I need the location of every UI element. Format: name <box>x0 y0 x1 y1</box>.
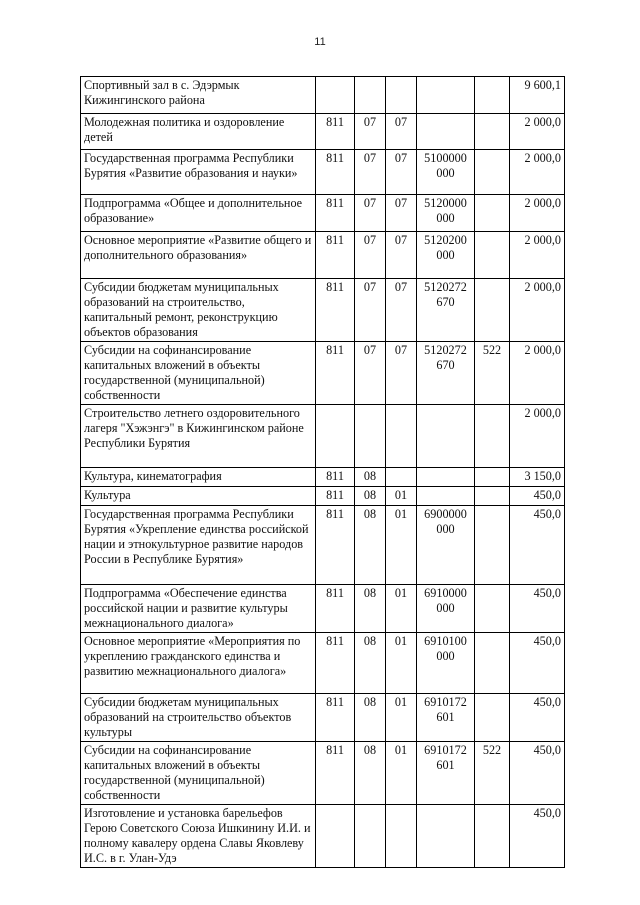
cell-sum: 450,0 <box>510 633 565 694</box>
cell-name: Основное мероприятие «Мероприятия по укреплению гражданского единства и развитию межнационального диалога» <box>81 633 316 694</box>
cell-vr <box>475 585 510 633</box>
cell-rz: 07 <box>355 279 386 342</box>
cell-pr: 07 <box>386 195 417 232</box>
cell-sum: 2 000,0 <box>510 195 565 232</box>
table-row <box>81 633 565 694</box>
cell-name: Культура <box>81 487 316 506</box>
table-row <box>81 195 565 232</box>
cell-rz: 08 <box>355 506 386 585</box>
page-number: 11 <box>314 36 326 48</box>
cell-csr <box>417 405 475 468</box>
cell-vr <box>475 633 510 694</box>
cell-vr <box>475 487 510 506</box>
cell-gr: 811 <box>316 342 355 405</box>
cell-name: Молодежная политика и оздоровление детей <box>81 114 316 150</box>
cell-name: Государственная программа Республики Бурятия «Развитие образования и науки» <box>81 150 316 195</box>
cell-rz: 07 <box>355 114 386 150</box>
cell-sum: 2 000,0 <box>510 232 565 279</box>
cell-vr <box>475 114 510 150</box>
cell-name: Изготовление и установка барельефов Герою Советского Союза Ишкинину И.И. и полному кавалеру ордена Славы Яковлеву И.С. в г. Улан-Удэ <box>81 805 316 868</box>
cell-gr <box>316 77 355 114</box>
table-row <box>81 114 565 150</box>
cell-sum: 450,0 <box>510 805 565 868</box>
table-row <box>81 694 565 742</box>
table-row <box>81 742 565 805</box>
cell-csr <box>417 77 475 114</box>
cell-rz: 08 <box>355 742 386 805</box>
cell-csr: 5120272 670 <box>417 279 475 342</box>
table-row <box>81 150 565 195</box>
cell-sum: 2 000,0 <box>510 405 565 468</box>
cell-pr: 01 <box>386 742 417 805</box>
cell-gr: 811 <box>316 232 355 279</box>
cell-rz: 07 <box>355 150 386 195</box>
cell-name: Подпрограмма «Общее и дополнительное образование» <box>81 195 316 232</box>
cell-gr <box>316 805 355 868</box>
cell-name: Спортивный зал в с. Эдэрмык Кижингинского района <box>81 77 316 114</box>
cell-name: Государственная программа Республики Бурятия «Укрепление единства российской нации и этнокультурное развитие народов России в Республике Бурятия» <box>81 506 316 585</box>
cell-gr: 811 <box>316 468 355 487</box>
cell-name: Культура, кинематография <box>81 468 316 487</box>
cell-vr: 522 <box>475 742 510 805</box>
table-row <box>81 585 565 633</box>
cell-gr: 811 <box>316 506 355 585</box>
cell-gr <box>316 405 355 468</box>
cell-vr <box>475 468 510 487</box>
table-row <box>81 77 565 114</box>
cell-gr: 811 <box>316 195 355 232</box>
cell-csr: 5120272 670 <box>417 342 475 405</box>
cell-name: Субсидии бюджетам муниципальных образований на строительство, капитальный ремонт, реконструкцию объектов образования <box>81 279 316 342</box>
cell-vr <box>475 77 510 114</box>
cell-vr: 522 <box>475 342 510 405</box>
cell-rz: 08 <box>355 468 386 487</box>
cell-rz: 08 <box>355 487 386 506</box>
cell-rz: 07 <box>355 232 386 279</box>
budget-table <box>80 76 565 868</box>
cell-gr: 811 <box>316 694 355 742</box>
cell-vr <box>475 195 510 232</box>
cell-csr: 6910100 000 <box>417 633 475 694</box>
cell-vr <box>475 694 510 742</box>
cell-pr: 01 <box>386 694 417 742</box>
cell-sum: 450,0 <box>510 487 565 506</box>
cell-name: Основное мероприятие «Развитие общего и дополнительного образования» <box>81 232 316 279</box>
cell-gr: 811 <box>316 279 355 342</box>
cell-pr <box>386 805 417 868</box>
cell-pr <box>386 405 417 468</box>
table-row <box>81 279 565 342</box>
cell-vr <box>475 232 510 279</box>
cell-rz: 08 <box>355 694 386 742</box>
cell-sum: 450,0 <box>510 742 565 805</box>
cell-rz: 07 <box>355 342 386 405</box>
cell-sum: 450,0 <box>510 694 565 742</box>
cell-gr: 811 <box>316 487 355 506</box>
cell-csr: 5120200 000 <box>417 232 475 279</box>
cell-pr: 07 <box>386 114 417 150</box>
cell-rz: 08 <box>355 585 386 633</box>
cell-sum: 2 000,0 <box>510 279 565 342</box>
cell-sum: 2 000,0 <box>510 150 565 195</box>
cell-csr: 6900000 000 <box>417 506 475 585</box>
cell-gr: 811 <box>316 114 355 150</box>
cell-name: Строительство летнего оздоровительного лагеря "Хэжэнгэ" в Кижингинском районе Республики Бурятия <box>81 405 316 468</box>
cell-pr: 07 <box>386 279 417 342</box>
cell-csr <box>417 114 475 150</box>
cell-name: Субсидии бюджетам муниципальных образований на строительство объектов культуры <box>81 694 316 742</box>
cell-sum: 3 150,0 <box>510 468 565 487</box>
cell-csr: 5120000 000 <box>417 195 475 232</box>
cell-csr <box>417 805 475 868</box>
cell-pr <box>386 77 417 114</box>
cell-name: Подпрограмма «Обеспечение единства российской нации и развитие культуры межнационального диалога» <box>81 585 316 633</box>
cell-rz <box>355 805 386 868</box>
cell-csr: 6910000 000 <box>417 585 475 633</box>
table-row <box>81 805 565 868</box>
cell-pr: 07 <box>386 342 417 405</box>
cell-rz: 07 <box>355 195 386 232</box>
cell-sum: 450,0 <box>510 506 565 585</box>
cell-name: Субсидии на софинансирование капитальных вложений в объекты государственной (муниципальной) собственности <box>81 742 316 805</box>
cell-vr <box>475 405 510 468</box>
cell-sum: 2 000,0 <box>510 114 565 150</box>
table-row <box>81 506 565 585</box>
cell-sum: 9 600,1 <box>510 77 565 114</box>
table-row <box>81 405 565 468</box>
cell-csr: 6910172 601 <box>417 694 475 742</box>
cell-rz <box>355 77 386 114</box>
table-row <box>81 342 565 405</box>
cell-gr: 811 <box>316 633 355 694</box>
cell-csr <box>417 487 475 506</box>
cell-pr: 01 <box>386 487 417 506</box>
cell-sum: 2 000,0 <box>510 342 565 405</box>
cell-vr <box>475 279 510 342</box>
cell-csr <box>417 468 475 487</box>
cell-rz <box>355 405 386 468</box>
cell-pr: 07 <box>386 232 417 279</box>
cell-gr: 811 <box>316 150 355 195</box>
cell-vr <box>475 506 510 585</box>
table-row <box>81 468 565 487</box>
cell-gr: 811 <box>316 742 355 805</box>
cell-csr: 6910172 601 <box>417 742 475 805</box>
cell-csr: 5100000 000 <box>417 150 475 195</box>
cell-pr: 07 <box>386 150 417 195</box>
cell-name: Субсидии на софинансирование капитальных вложений в объекты государственной (муниципальной) собственности <box>81 342 316 405</box>
cell-rz: 08 <box>355 633 386 694</box>
cell-pr <box>386 468 417 487</box>
cell-sum: 450,0 <box>510 585 565 633</box>
cell-pr: 01 <box>386 585 417 633</box>
cell-pr: 01 <box>386 506 417 585</box>
cell-vr <box>475 805 510 868</box>
table-body <box>81 77 565 868</box>
cell-gr: 811 <box>316 585 355 633</box>
table-row <box>81 232 565 279</box>
table-row <box>81 487 565 506</box>
cell-vr <box>475 150 510 195</box>
cell-pr: 01 <box>386 633 417 694</box>
